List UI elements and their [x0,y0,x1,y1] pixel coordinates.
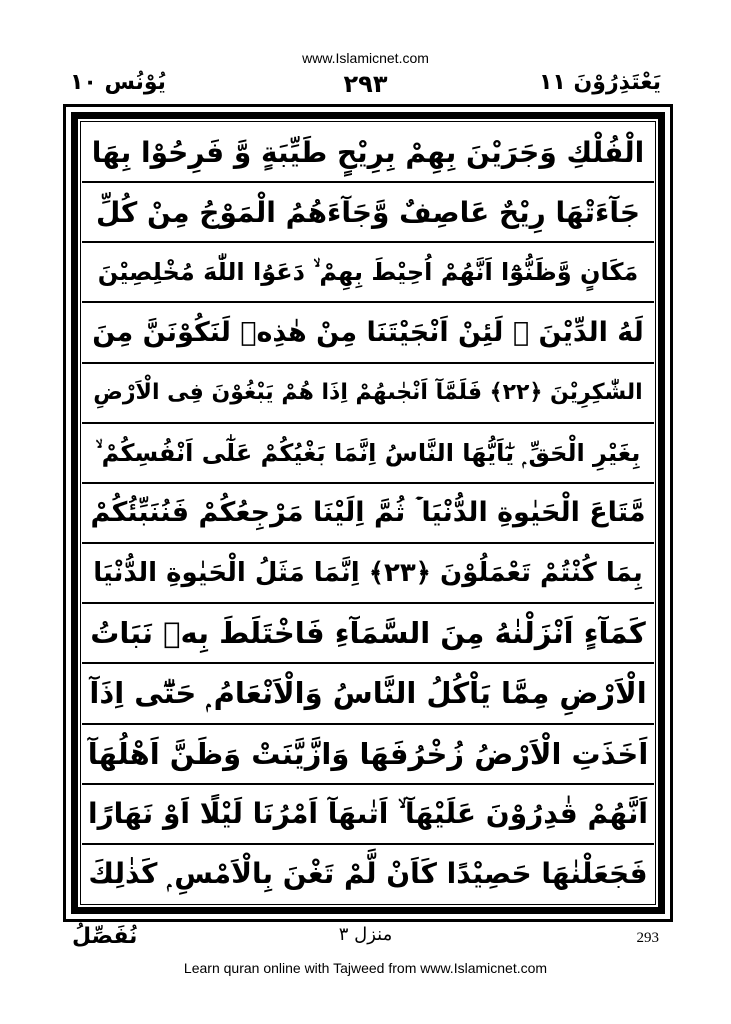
juz-name: يَعْتَذِرُوْنَ ١١ [538,70,661,95]
verse-line-12: اَنَّهُمْ قٰدِرُوْنَ عَلَيْهَآ ۙ اَتٰىهَآ اَمْرُنَا لَيْلًا اَوْ نَهَارًا [82,785,654,845]
verse-line-4: لَهُ الدِّيْنَ ۚ لَئِنْ اَنْجَيْتَنَا مِنْ هٰذِهٖ لَنَكُوْنَنَّ مِنَ [82,303,654,363]
verse-lines [82,123,654,903]
verse-line-7: مَّتَاعَ الْحَيٰوةِ الدُّنْيَا ۡ ثُمَّ اِلَيْنَا مَرْجِعُكُمْ فَنُنَبِّئُكُمْ [82,484,654,544]
verse-line-13: فَجَعَلْنٰهَا حَصِيْدًا كَاَنْ لَّمْ تَغْنَ بِالْاَمْسِ ۭ كَذٰلِكَ [88,856,648,890]
page-number-arabic: ٢٩٣ [343,70,388,98]
verse-line-8: بِمَا كُنْتُمْ تَعْمَلُوْنَ ﴿٢٣﴾ اِنَّمَا مَثَلُ الْحَيٰوةِ الدُّنْيَا [82,544,654,604]
surah-name: يُوْنُس ١٠ [70,70,166,95]
verse-line-2: جَآءَتْهَا رِيْحٌ عَاصِفٌ وَّجَآءَهُمُ الْمَوْجُ مِنْ كُلِّ [82,183,654,243]
source-url: www.Islamicnet.com [302,50,429,66]
verse-line-6: بِغَيْرِ الْحَقِّ ۭ يٰٓاَيُّهَا النَّاسُ اِنَّمَا بَغْيُكُمْ عَلٰٓى اَنْفُسِكُمْ ۙ [82,424,654,484]
footer-url-line: Learn quran online with Tajweed from www.Islamicnet.com [183,960,548,976]
catchword: نُفَصِّلُ [72,924,138,949]
verse-line-3: مَكَانٍ وَّظَنُّوْٓا اَنَّهُمْ اُحِيْطَ بِهِمْ ۙ دَعَوُا اللّٰهَ مُخْلِصِيْنَ [82,243,654,303]
verse-line-10: الْاَرْضِ مِمَّا يَاْكُلُ النَّاسُ وَالْاَنْعَامُ ۭ حَتّٰٓى اِذَآ [82,664,654,724]
page-frame-inner [71,112,665,914]
verse-line-1: الْفُلْكِ وَجَرَيْنَ بِهِمْ بِرِيْحٍ طَيِّبَةٍ وَّ فَرِحُوْا بِهَا [82,123,654,183]
verse-line-5: الشّٰكِرِيْنَ ﴿٢٢﴾ فَلَمَّآ اَنْجٰىهُمْ اِذَا هُمْ يَبْغُوْنَ فِى الْاَرْضِ [82,364,654,424]
verse-line-11: اَخَذَتِ الْاَرْضُ زُخْرُفَهَا وَازَّيَّنَتْ وَظَنَّ اَهْلُهَآ [82,725,654,785]
verse-line-9: كَمَآءٍ اَنْزَلْنٰهُ مِنَ السَّمَآءِ فَاخْتَلَطَ بِهٖ نَبَاتُ [82,604,654,664]
page-frame [63,104,673,922]
page-number: 293 [636,930,659,946]
manzil-label: منزل ٣ [338,924,393,945]
